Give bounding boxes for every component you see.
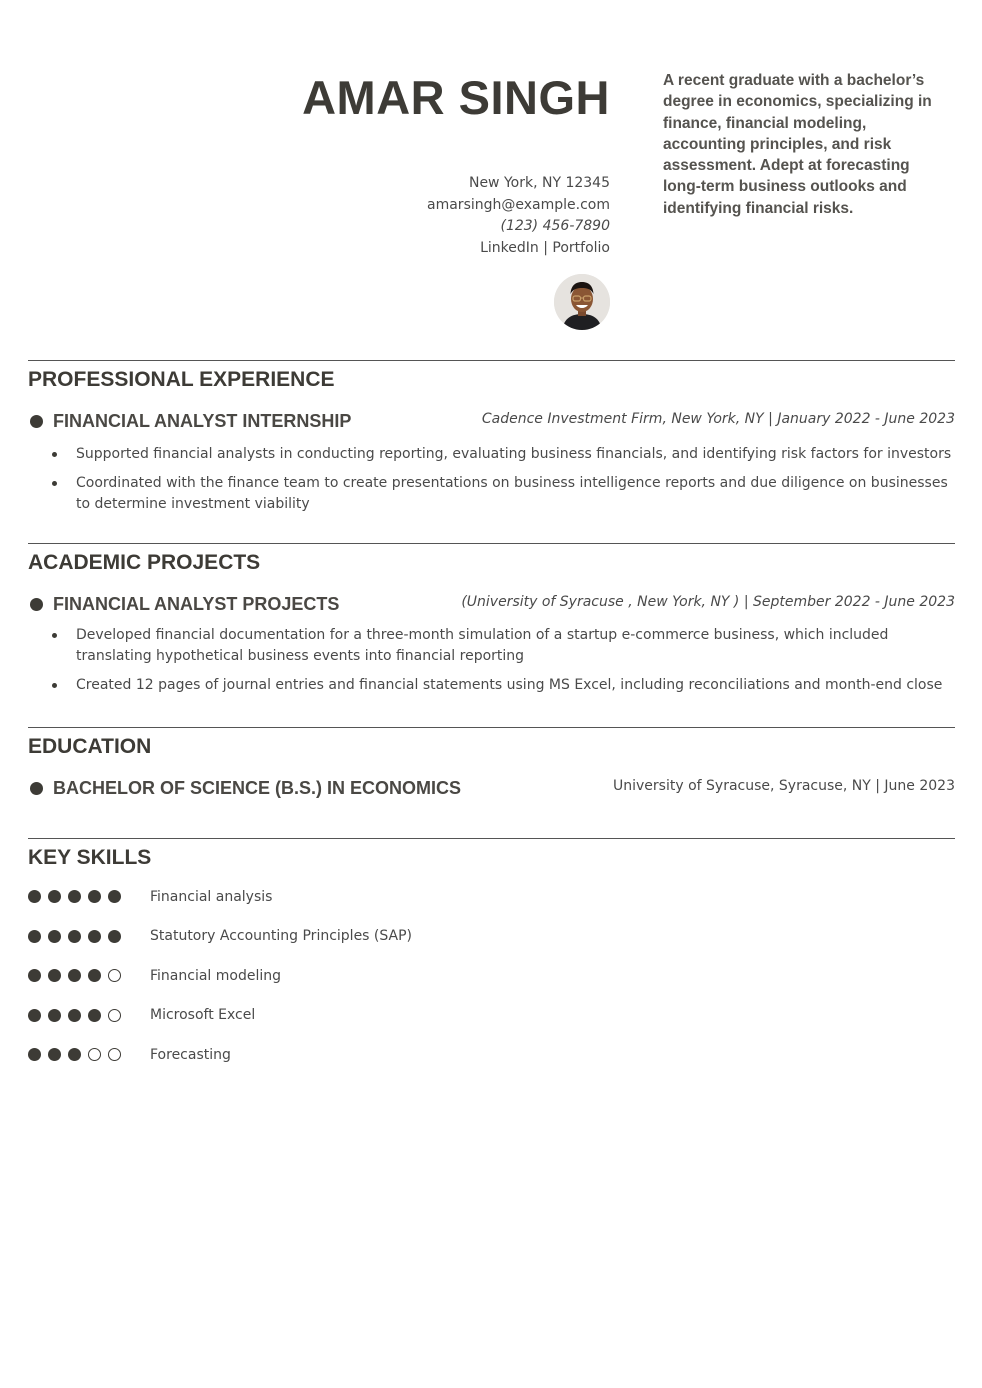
section-title: PROFESSIONAL EXPERIENCE [28,368,335,391]
location: New York, NY 12345 [468,175,610,191]
list-item: Supported financial analysts in conducting reporting, evaluating business financials, and identifying risk factors for investors [50,444,955,465]
degree-title: BACHELOR OF SCIENCE (B.S.) IN ECONOMICS [53,778,462,798]
empty-dot-icon [108,969,121,982]
bullet-icon [30,598,43,611]
bullet-icon [30,415,43,428]
skills-list [28,877,955,1075]
skill-name: Microsoft Excel [150,1007,256,1024]
filled-dot-icon [68,890,81,903]
filled-dot-icon [68,930,81,943]
filled-dot-icon [68,1009,81,1022]
projects-section [28,543,955,704]
profile-links[interactable]: LinkedIn | Portfolio [480,239,610,256]
skill-row [28,917,955,957]
entry-title [28,408,351,434]
contact-info [300,173,610,259]
skill-name: Forecasting [150,1046,231,1063]
list-item: Coordinated with the finance team to create presentations on business intelligence reports and due diligence on businesses to determine investment viability [50,473,955,515]
entry-title [28,775,461,801]
experience-section [28,360,955,523]
professional-summary: A recent graduate with a bachelor’s degree in economics, specializing in finance, financial modeling, accounting principles, and risk assessment. Adept at forecasting long-term business outlooks and identifying financial risks. [663,72,932,217]
empty-dot-icon [88,1048,101,1061]
filled-dot-icon [48,930,61,943]
education-entry-header [28,775,955,801]
projects-bullets [28,625,955,696]
filled-dot-icon [48,969,61,982]
empty-dot-icon [108,1009,121,1022]
skill-rating [28,969,150,982]
skill-rating [28,890,150,903]
experience-entry-header [28,408,955,434]
skill-rating [28,1048,150,1061]
entry-meta: University of Syracuse, Syracuse, NY | June 2023 [613,778,955,794]
filled-dot-icon [88,1009,101,1022]
skill-row [28,877,955,917]
skill-rating [28,1009,150,1022]
filled-dot-icon [68,1048,81,1061]
list-item: Developed financial documentation for a three-month simulation of a startup e-commerce business, which included translating hypothetical business events into financial reporting [50,625,955,667]
filled-dot-icon [48,890,61,903]
avatar [554,274,610,330]
filled-dot-icon [88,930,101,943]
skill-name: Financial modeling [150,967,281,984]
skill-name: Financial analysis [150,888,273,905]
filled-dot-icon [48,1048,61,1061]
filled-dot-icon [28,969,41,982]
filled-dot-icon [88,969,101,982]
entry-meta: (University of Syracuse , New York, NY ) | September 2022 - June 2023 [461,594,955,610]
skill-row [28,1035,955,1075]
experience-bullets [28,444,955,515]
filled-dot-icon [68,969,81,982]
skill-name: Statutory Accounting Principles (SAP) [150,928,413,945]
filled-dot-icon [28,890,41,903]
skill-rating [28,930,150,943]
entry-meta: Cadence Investment Firm, New York, NY | January 2022 - June 2023 [481,411,955,427]
email-link[interactable]: amarsingh@example.com [427,196,610,213]
filled-dot-icon [108,890,121,903]
empty-dot-icon [108,1048,121,1061]
header [300,70,610,259]
filled-dot-icon [28,930,41,943]
skill-row [28,996,955,1036]
section-title: EDUCATION [28,735,152,758]
bullet-icon [30,782,43,795]
entry-title [28,591,339,617]
skill-row [28,956,955,996]
projects-entry-header [28,591,955,617]
filled-dot-icon [88,890,101,903]
role-title: FINANCIAL ANALYST PROJECTS [53,594,340,614]
list-item: Created 12 pages of journal entries and financial statements using MS Excel, including reconciliations and month-end close [50,675,955,696]
filled-dot-icon [28,1009,41,1022]
person-portrait-icon [554,274,610,330]
phone-number: (123) 456-7890 [500,218,610,234]
education-section [28,727,955,801]
filled-dot-icon [28,1048,41,1061]
skills-section [28,838,955,1075]
role-title: FINANCIAL ANALYST INTERNSHIP [53,411,352,431]
section-title: KEY SKILLS [28,846,152,869]
filled-dot-icon [48,1009,61,1022]
candidate-name: AMAR SINGH [302,71,610,124]
filled-dot-icon [108,930,121,943]
section-title: ACADEMIC PROJECTS [28,551,261,574]
